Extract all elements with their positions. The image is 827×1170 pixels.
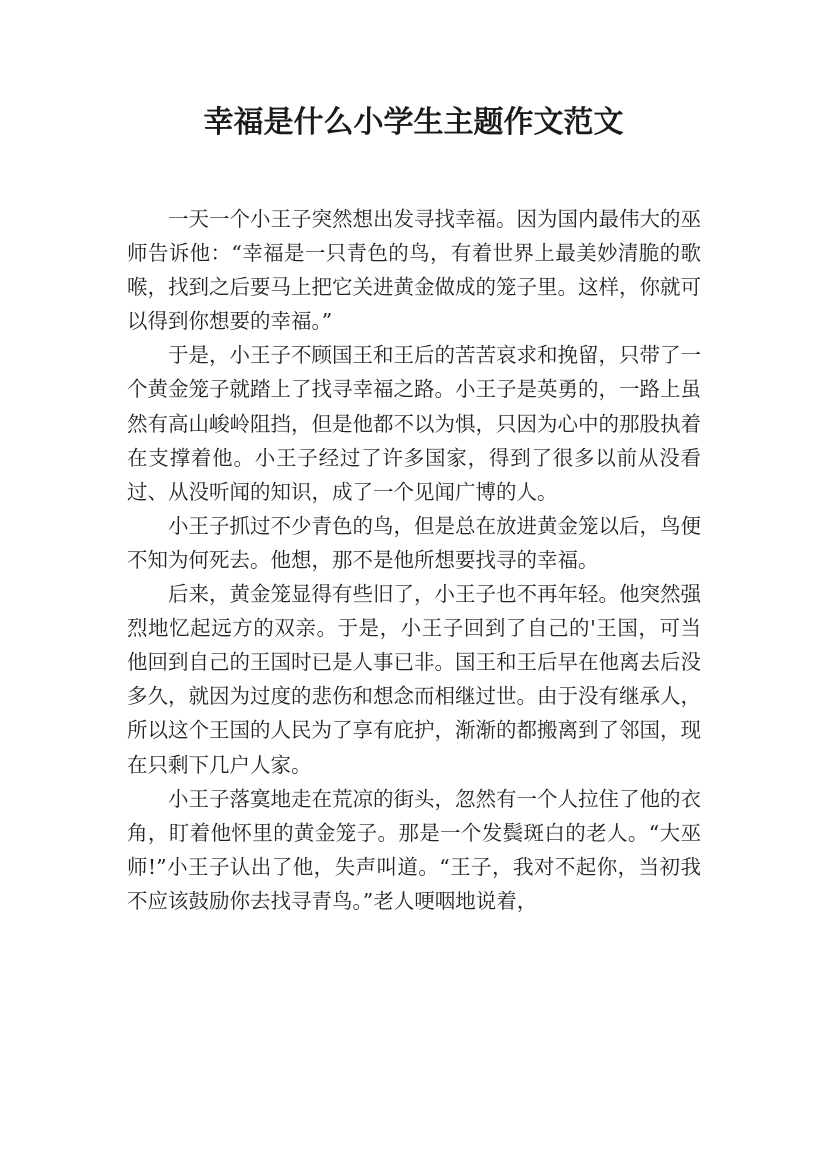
document-body [127, 202, 701, 918]
paragraph-3: 小王子抓过不少青色的鸟，但是总在放进黄金笼以后，鸟便不知为何死去。他想，那不是他所想要找寻的幸福。 [127, 513, 701, 572]
paragraph-4: 后来，黄金笼显得有些旧了，小王子也不再年轻。他突然强烈地忆起远方的双亲。于是，小王子回到了自己的'王国，可当他回到自己的王国时已是人事已非。国王和王后早在他离去后没多久，就因为过度的悲伤和想念而相继过世。由于没有继承人，所以这个王国的人民为了享有庇护，渐渐的都搬离到了邻国，现在只剩下几户人家。 [127, 582, 701, 777]
paragraph-1: 一天一个小王子突然想出发寻找幸福。因为国内最伟大的巫师告诉他：“幸福是一只青色的鸟，有着世界上最美妙清脆的歌喉，找到之后要马上把它关进黄金做成的笼子里。这样，你就可以得到你想要的幸福。” [127, 207, 701, 334]
paragraph-5: 小王子落寞地走在荒凉的街头，忽然有一个人拉住了他的衣角，盯着他怀里的黄金笼子。那是一个发鬓斑白的老人。“大巫师!”小王子认出了他，失声叫道。“王子，我对不起你，当初我不应该鼓励你去找寻青鸟。”老人哽咽地说着， [127, 786, 701, 913]
document-title: 幸福是什么小学生主题作文范文 [203, 105, 624, 140]
paragraph-2: 于是，小王子不顾国王和王后的苦苦哀求和挽留，只带了一个黄金笼子就踏上了找寻幸福之路。小王子是英勇的，一路上虽然有高山峻岭阻挡，但是他都不以为惧，只因为心中的那股执着在支撑着他。小王子经过了许多国家，得到了很多以前从没看过、从没听闻的知识，成了一个见闻广博的人。 [127, 343, 701, 504]
